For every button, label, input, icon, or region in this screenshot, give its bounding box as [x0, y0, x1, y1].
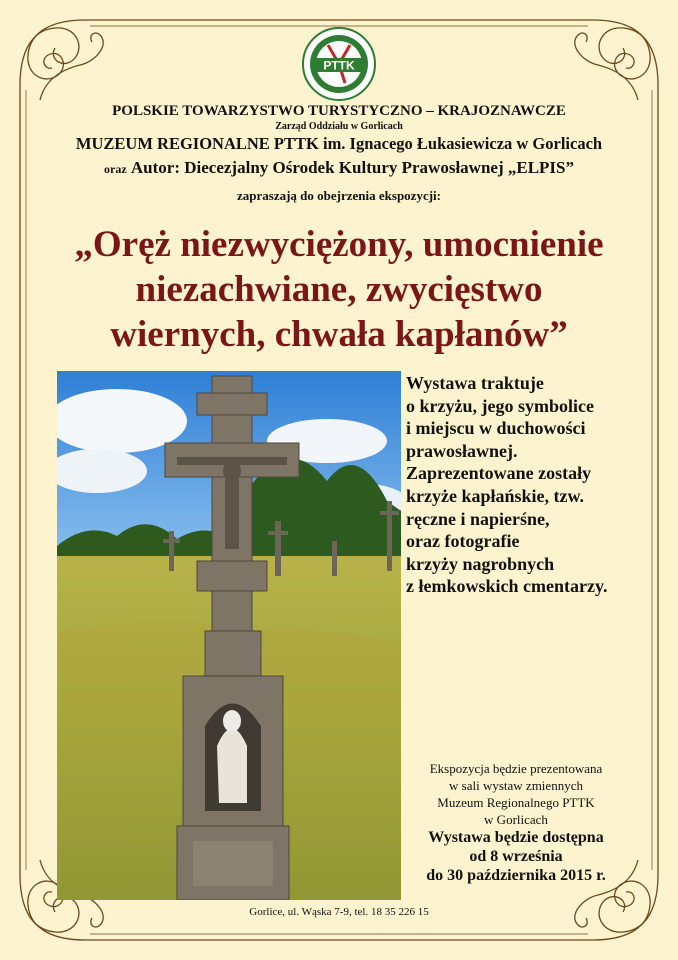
info-line: Muzeum Regionalnego PTTK	[437, 795, 595, 810]
author-line	[0, 158, 678, 178]
description-line: Wystawa traktuje	[406, 373, 544, 393]
description-line: o krzyżu, jego symbolice	[406, 395, 594, 416]
info-line: w Gorlicach	[484, 812, 548, 827]
exhibition-description	[406, 372, 656, 598]
title-line: niezachwiane, zwycięstwo	[135, 269, 543, 310]
exhibition-info	[406, 760, 626, 885]
organization-name: POLSKIE TOWARZYSTWO TURYSTYCZNO – KRAJOZNAWCZE	[112, 103, 566, 119]
title-line: „Oręż niezwyciężony, umocnienie	[74, 224, 604, 265]
museum-name: MUZEUM REGIONALNE PTTK im. Ignacego Łukasiewicza w Gorlicach	[75, 134, 603, 153]
author-name: Autor: Diecezjalny Ośrodek Kultury Prawosławnej „ELPIS”	[130, 158, 574, 177]
info-line: w sali wystaw zmiennych	[449, 778, 583, 793]
description-line: ręczne i napierśne,	[406, 508, 550, 529]
description-line: z łemkowskich cmentarzy.	[406, 576, 608, 597]
branch-name: Zarząd Oddziału w Gorlicach	[275, 121, 403, 132]
info-line: Ekspozycja będzie prezentowana	[429, 761, 603, 776]
description-line: Zaprezentowane zostały	[406, 463, 592, 484]
availability-line: Wystawa będzie dostępna	[428, 829, 604, 846]
author-prefix: oraz	[104, 162, 127, 176]
pttk-logo	[300, 25, 378, 103]
exhibition-title	[40, 222, 638, 357]
footer-address: Gorlice, ul. Wąska 7-9, tel. 18 35 226 15	[249, 906, 429, 918]
description-line: oraz fotografie	[406, 531, 520, 552]
cemetery-cross-photo	[57, 371, 401, 900]
invitation-text: zapraszają do obejrzenia ekspozycji:	[237, 188, 441, 203]
description-line: prawosławnej.	[406, 440, 518, 461]
title-line: wiernych, chwała kapłanów”	[110, 314, 568, 355]
availability-line: do 30 października 2015 r.	[426, 867, 606, 884]
description-line: krzyży nagrobnych	[406, 553, 555, 574]
description-line: i miejscu w duchowości	[406, 418, 586, 439]
logo-text: PTTK	[323, 58, 355, 73]
availability-line: od 8 września	[469, 848, 563, 865]
description-line: krzyże kapłańskie, tzw.	[406, 485, 584, 506]
